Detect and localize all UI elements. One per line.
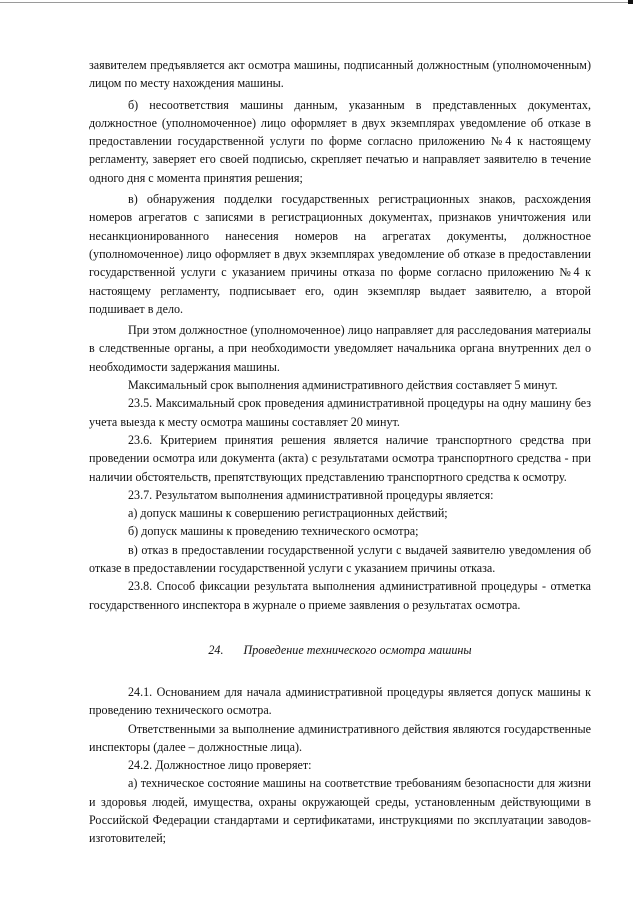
list-item: в) отказ в предоставлении государственной услуги с выдачей заявителю уведомления об отказе в предоставлении государственной услуги с указанием причины отказа. [89, 542, 591, 576]
paragraph: Ответственными за выполнение административного действия являются государственные инспекторы (далее – должностные лица). [89, 721, 591, 754]
paragraph: заявителем предъявляется акт осмотра машины, подписанный должностным (уполномоченным) лицом по месту нахождения машины. [89, 58, 591, 91]
section-heading [89, 641, 591, 659]
paragraph: 24.2. Должностное лицо проверяет: [128, 758, 312, 773]
paragraph: При этом должностное (уполномоченное) лицо направляет для расследования материалы в следственные органы, а при необходимости уведомляет начальника органа внутренних дел о необходимости задержания машины. [89, 323, 591, 374]
paragraph: 24.1. Основанием для начала административной процедуры является допуск машины к проведению технического осмотра. [89, 684, 591, 718]
paragraph: 23.6. Критерием принятия решения является наличие транспортного средства при проведении осмотра или документа (акта) с результатами осмотра транспортного средства - при наличии обстоятельств, препятствующих представлению транспортного средства к осмотру. [89, 432, 591, 484]
section-number: 24. [208, 642, 224, 657]
paragraph: б) несоответствия машины данным, указанным в представленных документах, должностное (уполномоченное) лицо оформляет в двух экземплярах уведомление об отказе в предоставлении государственной услуги по форме согласно приложению №4 к настоящему регламенту, заверяет его своей подписью, скрепляет печатью и направляет заявителю в течение одного дня с момента принятия решения; [89, 97, 591, 185]
list-item: б) допуск машины к проведению технического осмотра; [128, 524, 419, 539]
document-page [89, 56, 591, 848]
paragraph: 23.5. Максимальный срок проведения административной процедуры на одну машину без учета выезда к месту осмотра машины составляет 20 минут. [89, 396, 591, 429]
paragraph: 23.7. Результатом выполнения административной процедуры является: [128, 487, 494, 502]
scan-corner-mark [628, 0, 633, 4]
section-title: Проведение технического осмотра машины [243, 642, 472, 657]
paragraph: 23.8. Способ фиксации результата выполнения административной процедуры - отметка государственного инспектора в журнале о приеме заявления о результатах осмотра. [89, 579, 591, 612]
paragraph: Максимальный срок выполнения административного действия составляет 5 минут. [128, 378, 558, 393]
paragraph: в) обнаружения подделки государственных регистрационных знаков, расхождения номеров агрегатов с записями в регистрационных документах, признаков уничтожения или несанкционированного нанесения номеров на агрегатах документы, должностное (уполномоченное) лицо оформляет в двух экземплярах уведомление об отказе в предоставлении государственной услуги с указанием причины отказа по форме согласно приложению №4 к настоящему регламенту, подписывает его, один экземпляр выдает заявителю, а второй подшивает в дело. [89, 192, 591, 316]
scan-top-border [0, 2, 628, 3]
list-item: а) допуск машины к совершению регистрационных действий; [128, 506, 448, 521]
list-item: а) техническое состояние машины на соответствие требованиям безопасности для жизни и здоровья людей, имущества, охраны окружающей среды, установленным действующими в Российской Федерации стандартами и сертификатами, инструкциями по эксплуатации заводов-изготовителей; [89, 776, 591, 846]
